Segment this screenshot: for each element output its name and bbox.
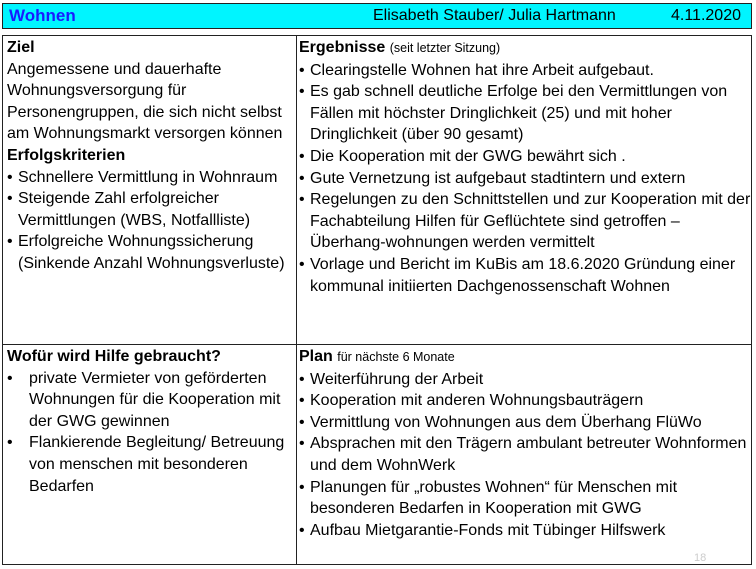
criteria-list bbox=[7, 167, 291, 275]
page-number: 18 bbox=[694, 552, 707, 564]
list-item: • Regelungen zu den Schnittstellen und zur Kooperation mit der Fachabteilung Hilfen für Geflüchtete sind getroffen – Überhang-wohnungen werden vermittelt bbox=[299, 189, 751, 254]
list-item: • Steigende Zahl erfolgreicher Vermittlungen (WBS, Notfallliste) bbox=[7, 188, 291, 231]
plan-list bbox=[299, 369, 751, 542]
list-item: • Die Kooperation mit der GWG bewährt sich . bbox=[299, 146, 751, 168]
plan-heading: Plan bbox=[299, 348, 333, 365]
hilfe-list bbox=[7, 368, 291, 498]
list-item: • Planungen für „robustes Wohnen“ für Menschen mit besonderen Bedarfen in Kooperation mit GWG bbox=[299, 477, 751, 520]
ziel-cell bbox=[7, 37, 291, 275]
list-item: • Schnellere Vermittlung in Wohnraum bbox=[7, 167, 291, 189]
content-table bbox=[2, 35, 752, 565]
list-item: • Es gab schnell deutliche Erfolge bei den Vermittlungen von Fällen mit höchster Dringlichkeit (25) und mit hoher Dringlichkeit (über 90 gesamt) bbox=[299, 81, 751, 146]
list-item: • Flankierende Begleitung/ Betreuung von menschen mit besonderen Bedarfen bbox=[7, 432, 291, 497]
ergebnisse-heading: Ergebnisse bbox=[299, 39, 386, 56]
list-item: • Vermittlung von Wohnungen aus dem Überhang FlüWo bbox=[299, 412, 751, 434]
hilfe-heading: Wofür wird Hilfe gebraucht? bbox=[7, 348, 221, 365]
ergebnisse-cell bbox=[299, 37, 751, 297]
list-item: • Gute Vernetzung ist aufgebaut stadtintern und extern bbox=[299, 168, 751, 190]
list-item: • Kooperation mit anderen Wohnungsbauträgern bbox=[299, 390, 751, 412]
list-item: • Erfolgreiche Wohnungssicherung (Sinkende Anzahl Wohnungsverluste) bbox=[7, 231, 291, 274]
column-divider bbox=[296, 36, 297, 564]
list-item: • Weiterführung der Arbeit bbox=[299, 369, 751, 391]
list-item: • Clearingstelle Wohnen hat ihre Arbeit aufgebaut. bbox=[299, 60, 751, 82]
list-item: • Aufbau Mietgarantie-Fonds mit Tübinger Hilfswerk bbox=[299, 520, 751, 542]
ergebnisse-heading-row bbox=[299, 37, 751, 60]
ergebnisse-list bbox=[299, 60, 751, 298]
list-item: • Absprachen mit den Trägern ambulant betreuter Wohnformen und dem WohnWerk bbox=[299, 433, 751, 476]
criteria-heading: Erfolgskriterien bbox=[7, 146, 126, 164]
list-item: • private Vermieter von geförderten Wohnungen für die Kooperation mit der GWG gewinnen bbox=[7, 368, 291, 433]
hilfe-cell bbox=[7, 346, 291, 497]
row-divider bbox=[3, 344, 751, 345]
list-item: • Vorlage und Bericht im KuBis am 18.6.2020 Gründung einer kommunal initiierten Dachgenossenschaft Wohnen bbox=[299, 254, 751, 297]
plan-heading-row bbox=[299, 346, 751, 369]
ziel-text: Angemessene und dauerhafte Wohnungsversorgung für Personengruppen, die sich nicht selbst am Wohnungsmarkt versorgen können bbox=[7, 60, 283, 143]
plan-subheading: für nächste 6 Monate bbox=[337, 350, 455, 364]
authors: Elisabeth Stauber/ Julia Hartmann bbox=[373, 7, 616, 24]
header-bar bbox=[2, 3, 752, 29]
plan-cell bbox=[299, 346, 751, 541]
ergebnisse-subheading: (seit letzter Sitzung) bbox=[389, 41, 501, 55]
page-title: Wohnen bbox=[9, 6, 76, 25]
ziel-heading: Ziel bbox=[7, 39, 35, 56]
date: 4.11.2020 bbox=[671, 7, 741, 24]
